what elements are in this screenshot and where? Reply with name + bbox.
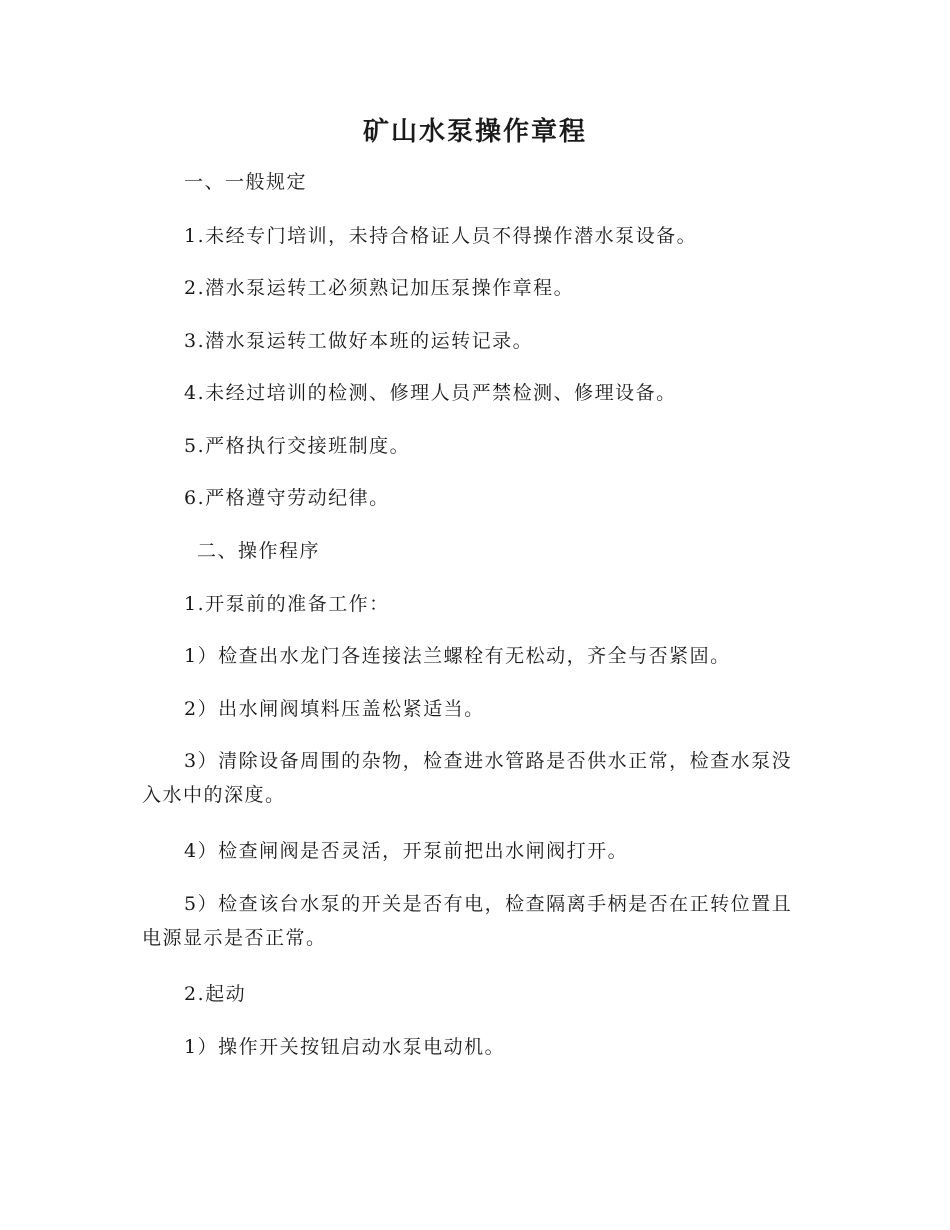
paragraph: 2.起动 bbox=[184, 983, 247, 1005]
paragraph: 1）操作开关按钮启动水泵电动机。 bbox=[184, 1036, 506, 1058]
section-heading-procedure: 二、操作程序 bbox=[197, 540, 321, 562]
paragraph: 3）清除设备周围的杂物，检查进水管路是否供水正常，检查水泵没入水中的深度。 bbox=[142, 750, 793, 806]
paragraph: 3.潜水泵运转工做好本班的运转记录。 bbox=[184, 330, 534, 352]
paragraph: 2.潜水泵运转工必须熟记加压泵操作章程。 bbox=[184, 277, 575, 299]
section-heading-general: 一、一般规定 bbox=[184, 171, 308, 193]
paragraph: 4.未经过培训的检测、修理人员严禁检测、修理设备。 bbox=[184, 382, 677, 404]
paragraph: 5.严格执行交接班制度。 bbox=[184, 435, 411, 457]
paragraph: 5）检查该台水泵的开关是否有电，检查隔离手柄是否在正转位置且电源显示是否正常。 bbox=[142, 893, 793, 949]
paragraph: 1.开泵前的准备工作： bbox=[184, 593, 390, 615]
paragraph: 1.未经专门培训，未持合格证人员不得操作潜水泵设备。 bbox=[184, 225, 698, 247]
paragraph: 4）检查闸阀是否灵活，开泵前把出水闸阀打开。 bbox=[184, 840, 629, 862]
paragraph: 6.严格遵守劳动纪律。 bbox=[184, 487, 390, 509]
paragraph: 2）出水闸阀填料压盖松紧适当。 bbox=[184, 698, 485, 720]
paragraph: 1）检查出水龙门各连接法兰螺栓有无松动，齐全与否紧固。 bbox=[184, 645, 731, 667]
document-title: 矿山水泵操作章程 bbox=[362, 117, 587, 147]
